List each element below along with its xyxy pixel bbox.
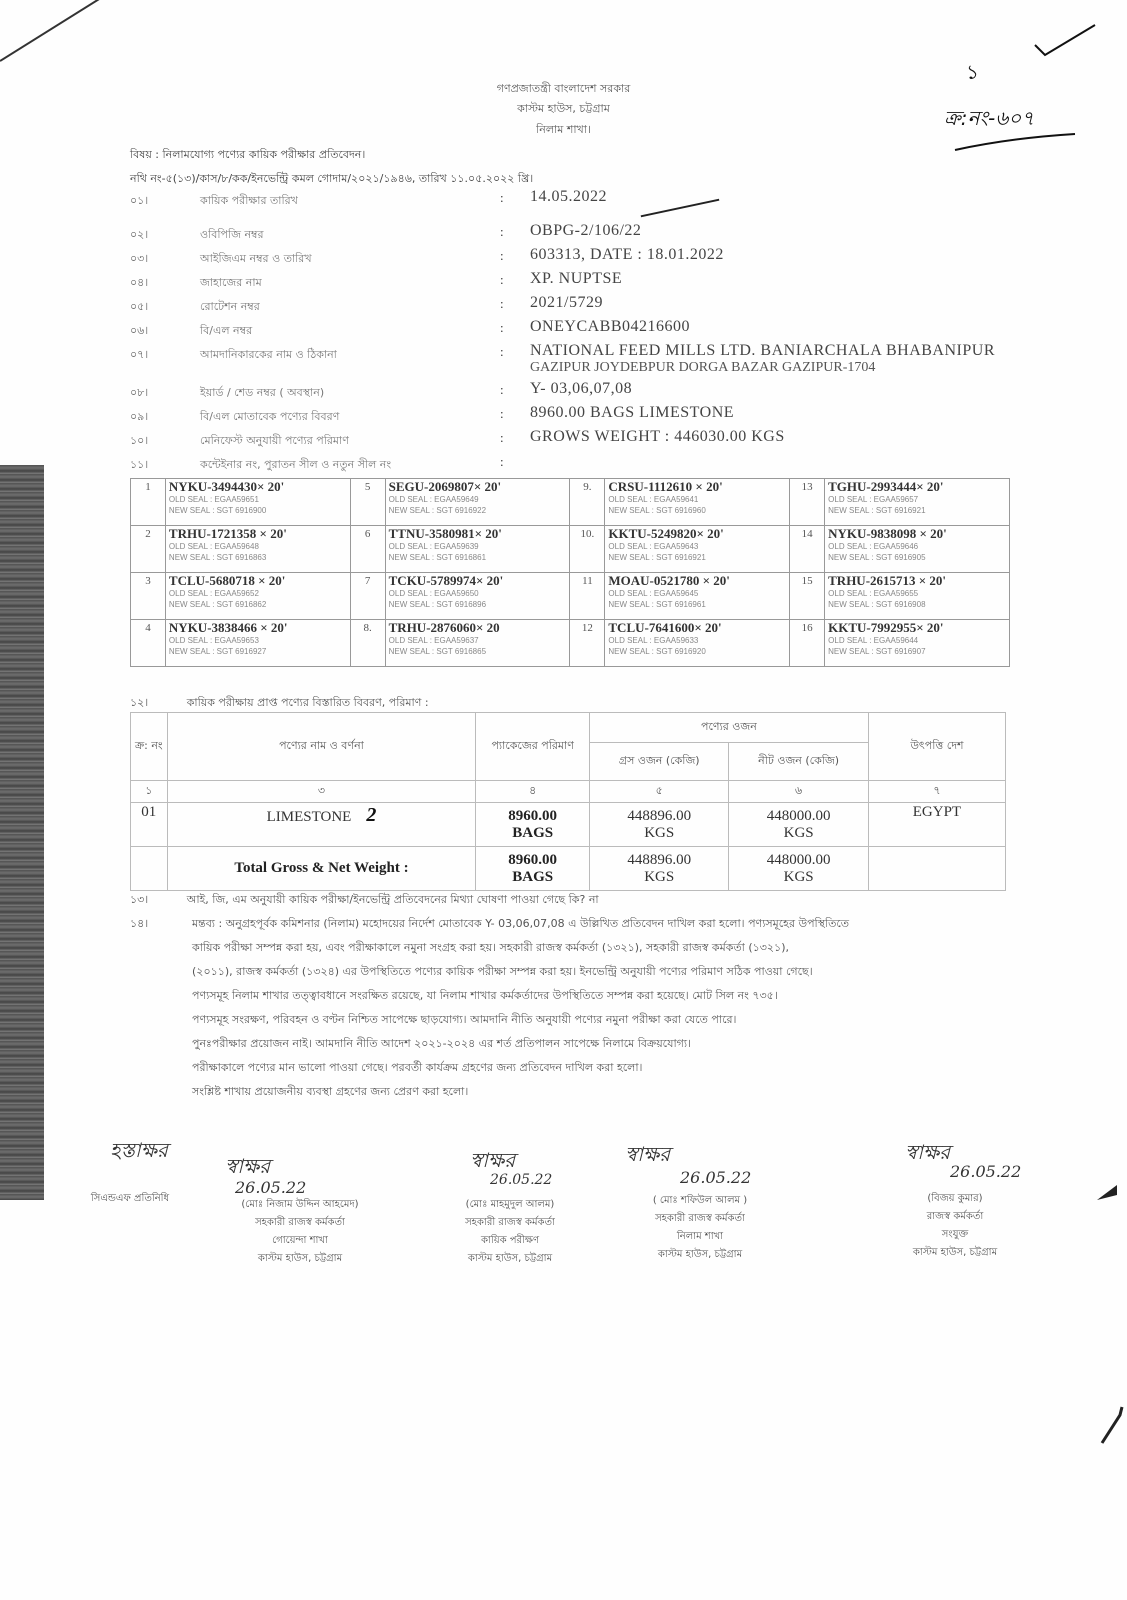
container-cell (385, 526, 570, 573)
field-value-line2: GAZIPUR JOYDEBPUR DORGA BAZAR GAZIPUR-1704 (530, 360, 876, 375)
container-number: 8. (350, 620, 385, 667)
scan-edge-mark (1092, 1180, 1122, 1210)
new-seal: NEW SEAL : SGT 6916905 (828, 553, 926, 562)
new-seal: NEW SEAL : SGT 6916921 (828, 506, 926, 515)
field-num: ১০। (130, 434, 149, 447)
field-colon: : (500, 224, 504, 239)
old-seal: OLD SEAL : EGAA59644 (828, 636, 919, 645)
container-id: KKTU-5249820× 20' (608, 526, 724, 541)
handwritten-underline (950, 128, 1080, 158)
container-number: 12 (570, 620, 605, 667)
container-number: 6 (350, 526, 385, 573)
gt-colnum: ৬ (729, 781, 868, 803)
old-seal: OLD SEAL : EGAA59650 (388, 589, 479, 598)
gt-colnum: ৭ (868, 781, 1005, 803)
container-id: SEGU-2069807× 20' (388, 479, 502, 494)
field-num: ০৬। (130, 324, 149, 337)
container-number: 4 (131, 620, 166, 667)
handwritten-ref-no: ক্র:নং-৬০৭ (944, 106, 1035, 130)
field-row (130, 380, 1010, 404)
container-number: 10. (570, 526, 605, 573)
handwritten-top-mark: ১ (966, 60, 979, 84)
old-seal: OLD SEAL : EGAA59637 (388, 636, 479, 645)
old-seal: OLD SEAL : EGAA59648 (168, 542, 259, 551)
container-row (131, 526, 1010, 573)
container-id: TCKU-5789974× 20' (388, 573, 504, 588)
field-colon: : (500, 190, 504, 205)
container-number: 2 (131, 526, 166, 573)
new-seal: NEW SEAL : SGT 6916960 (608, 506, 706, 515)
gt-colnum: ৫ (590, 781, 729, 803)
field-colon: : (500, 248, 504, 263)
signature-block-1: সিএন্ডএফ প্রতিনিধি (90, 1193, 170, 1204)
scan-edge-strip (0, 465, 44, 1200)
gt-h-gross: গ্রস ওজন (কেজি) (590, 743, 729, 781)
new-seal: NEW SEAL : SGT 6916961 (608, 600, 706, 609)
field-value: OBPG-2/106/22 (530, 222, 642, 239)
container-id: TCLU-7641600× 20' (608, 620, 722, 635)
new-seal: NEW SEAL : SGT 6916922 (388, 506, 487, 515)
container-id: TRHU-2876060× 20 (388, 620, 500, 635)
old-seal: OLD SEAL : EGAA59655 (828, 589, 919, 598)
field-num: ০৪। (130, 276, 149, 289)
old-seal: OLD SEAL : EGAA59649 (388, 495, 479, 504)
header-office: কাস্টম হাউস, চট্টগ্রাম (517, 102, 610, 115)
signature-block-3: (মোঃ মাহমুদুল আলম) সহকারী রাজস্ব কর্মকর্তা কায়িক পরীক্ষণ কাস্টম হাউস, চট্টগ্রাম (465, 1199, 555, 1264)
field-value: NATIONAL FEED MILLS LTD. BANIARCHALA BHABANIPUR (530, 342, 995, 359)
gt-serial: 01 (131, 803, 168, 847)
gt-total-label: Total Gross & Net Weight : (167, 847, 476, 891)
field-row (130, 452, 1010, 476)
container-id: TRHU-2615713 × 20' (828, 573, 947, 588)
field-num: ১১। (130, 458, 149, 471)
container-cell (825, 526, 1010, 573)
container-cell (385, 479, 570, 526)
gt-h-origin: উৎপত্তি দেশ (868, 713, 1005, 781)
field-colon: : (500, 296, 504, 311)
gt-total-qty: 8960.00 BAGS (476, 847, 590, 891)
field-label: আইজিএম নম্বর ও তারিখ (200, 252, 312, 265)
old-seal: OLD SEAL : EGAA59657 (828, 495, 919, 504)
scan-edge-mark (1100, 1405, 1124, 1445)
new-seal: NEW SEAL : SGT 6916920 (608, 647, 706, 656)
new-seal: NEW SEAL : SGT 6916907 (828, 647, 926, 656)
goods-table (130, 712, 1006, 891)
container-cell (385, 620, 570, 667)
field-label: মেনিফেস্ট অনুযায়ী পণ্যের পরিমাণ (200, 434, 349, 447)
gt-h-weight: পণ্যের ওজন (590, 713, 869, 743)
field-value: 2021/5729 (530, 294, 603, 311)
gt-h-qty: প্যাকেজের পরিমাণ (476, 713, 590, 781)
container-number: 13 (790, 479, 825, 526)
field-colon: : (500, 320, 504, 335)
item-14: ১৪। মন্তব্য : অনুগ্রহপূর্বক কমিশনার (নিলাম) মহোদয়ের নির্দেশ মোতাবেক Y- 03,06,07,08 এ উল্লিখিত প্রতিবেদন দাখিল করা হলো। পণ্যসমূহের উপস্থিতিতে কায়িক পরীক্ষা সম্পন্ন করা হয়, এবং পরীক্ষাকালে নমুনা সংগ্রহ করা হয়। সহকারী রাজস্ব কর্মকর্তা (১৩২১), সহকারী রাজস্ব কর্মকর্তা (১৩২১), (২০১১), রাজস্ব কর্মকর্তা (১৩২৪) এর উপস্থিতিতে পণ্যের কায়িক পরীক্ষা সম্পন্ন করা হয়। ইনভেন্ট্রি অনুযায়ী পণ্যের পরিমাণ সঠিক পাওয়া গেছে। পণ্যসমূহ নিলাম শাখার তত্ত্বাবধানে সংরক্ষিত রয়েছে, যা নিলাম শাখার কর্মকর্তাদের উপস্থিতিতে সম্পন্ন করা হয়েছে। মোট সিল নং ৭৩৫। পণ্যসমূহ সংরক্ষণ, পরিবহন ও বণ্টন নিশ্চিত সাপেক্ষে ছাড়যোগ্য। আমদানি নীতি অনুযায়ী পণ্যের নমুনা পরীক্ষা করা যেতে পারে। পুনঃপরীক্ষার প্রয়োজন নাই। আমদানি নীতি আদেশ ২০২১-২০২৪ এর শর্ত প্রতিপালন সাপেক্ষে নিলামে বিক্রয়যোগ্য। পরীক্ষাকালে পণ্যের মান ভালো পাওয়া গেছে। পরবর্তী কার্যক্রম গ্রহণের জন্য প্রতিবেদন দাখিল করা হলো। সংশ্লিষ্ট শাখায় প্রয়োজনীয় ব্যবস্থা গ্রহণের জন্য প্রেরণ করা হলো। (130, 917, 850, 1098)
gt-net: 448000.00 KGS (729, 803, 868, 847)
field-value: Y- 03,06,07,08 (530, 380, 633, 397)
scan-line-artifact (0, 0, 196, 62)
old-seal: OLD SEAL : EGAA59651 (168, 495, 259, 504)
gt-gross: 448896.00 KGS (590, 803, 729, 847)
container-cell (605, 573, 790, 620)
signature-mark: স্বাক্ষর (225, 1154, 271, 1178)
field-num: ০৮। (130, 386, 149, 399)
container-id: CRSU-1112610 × 20' (608, 479, 723, 494)
gt-colnum: ৩ (167, 781, 476, 803)
container-cell (165, 479, 350, 526)
signature-date: 26.05.22 (680, 1168, 752, 1187)
field-value: 8960.00 BAGS LIMESTONE (530, 404, 735, 421)
header-gov: গণপ্রজাতন্ত্রী বাংলাদেশ সরকার (496, 82, 631, 95)
container-row (131, 573, 1010, 620)
field-label: কন্টেইনার নং, পুরাতন সীল ও নতুন সীল নং (200, 458, 392, 471)
field-label: জাহাজের নাম (200, 276, 262, 289)
container-id: NYKU-3494430× 20' (168, 479, 285, 494)
gt-name: LIMESTONE 2 (167, 803, 476, 847)
container-cell (605, 479, 790, 526)
container-cell (825, 620, 1010, 667)
field-colon: : (500, 344, 504, 359)
item-12: ১২। কায়িক পরীক্ষায় প্রাপ্ত পণ্যের বিস্তারিত বিবরণ, পরিমাণ : (130, 696, 429, 709)
signature-block-5: (বিজয় কুমার) রাজস্ব কর্মকর্তা সংযুক্ত কাস্টম হাউস, চট্টগ্রাম (912, 1193, 998, 1258)
container-id: TCLU-5680718 × 20' (168, 573, 286, 588)
container-row (131, 620, 1010, 667)
old-seal: OLD SEAL : EGAA59639 (388, 542, 479, 551)
container-id: MOAU-0521780 × 20' (608, 573, 730, 588)
field-num: ০৫। (130, 300, 149, 313)
field-value: 603313, DATE : 18.01.2022 (530, 246, 724, 263)
container-cell (165, 526, 350, 573)
container-number: 7 (350, 573, 385, 620)
field-label: ইয়ার্ড / শেড নম্বর ( অবস্থান) (200, 386, 325, 399)
new-seal: NEW SEAL : SGT 6916865 (388, 647, 487, 656)
field-value: 14.05.2022 (530, 188, 607, 205)
header-section: নিলাম শাখা। (536, 123, 591, 136)
signature-date: 26.05.22 (950, 1162, 1022, 1181)
container-cell (825, 573, 1010, 620)
field-row (130, 270, 1010, 294)
handwritten-mark: 2 (366, 804, 377, 826)
signature-block-4: ( মোঃ শফিউল আলম ) সহকারী রাজস্ব কর্মকর্তা নিলাম শাখা কাস্টম হাউস, চট্টগ্রাম (652, 1195, 748, 1260)
new-seal: NEW SEAL : SGT 6916921 (608, 553, 706, 562)
container-number: 14 (790, 526, 825, 573)
memo-line: নথি নং-৫(১৩)/কাস/৮/কক/ইনভেন্ট্রি কমল গোদাম/২০২১/১৯৪৬, তারিখ ১১.০৫.২০২২ খ্রি। (130, 172, 534, 185)
field-num: ০৯। (130, 410, 149, 423)
field-colon: : (500, 406, 504, 421)
item-13: ১৩। আই, জি, এম অনুযায়ী কায়িক পরীক্ষা/ইনভেন্ট্রি প্রতিবেদনের মিথ্যা ঘোষণা পাওয়া গেছে কি? না (130, 893, 599, 906)
new-seal: NEW SEAL : SGT 6916896 (388, 600, 487, 609)
container-number: 9. (570, 479, 605, 526)
signature-date: 26.05.22 (490, 1172, 553, 1188)
field-colon: : (500, 382, 504, 397)
old-seal: OLD SEAL : EGAA59643 (608, 542, 699, 551)
subject-line: বিষয় : নিলামযোগ্য পণ্যের কায়িক পরীক্ষার প্রতিবেদন। (130, 148, 366, 161)
container-cell (165, 620, 350, 667)
container-table (130, 478, 1010, 667)
old-seal: OLD SEAL : EGAA59653 (168, 636, 259, 645)
field-row (130, 246, 1010, 270)
container-number: 1 (131, 479, 166, 526)
container-number: 15 (790, 573, 825, 620)
field-num: ০৩। (130, 252, 149, 265)
container-id: TTNU-3580981× 20' (388, 526, 502, 541)
container-cell (385, 573, 570, 620)
field-label: আমদানিকারকের নাম ও ঠিকানা (200, 348, 337, 361)
gt-origin: EGYPT (868, 803, 1005, 847)
field-row (130, 428, 1010, 452)
new-seal: NEW SEAL : SGT 6916908 (828, 600, 926, 609)
container-id: NYKU-3838466 × 20' (168, 620, 288, 635)
signature-block-2: (মোঃ নিজাম উদ্দিন আহমেদ) সহকারী রাজস্ব কর্মকর্তা গোয়েন্দা শাখা কাস্টম হাউস, চট্টগ্রাম (241, 1199, 359, 1264)
old-seal: OLD SEAL : EGAA59633 (608, 636, 699, 645)
field-label: ওবিপিজি নম্বর (200, 228, 264, 241)
field-row (130, 188, 1010, 212)
new-seal: NEW SEAL : SGT 6916863 (168, 553, 267, 562)
container-cell (605, 620, 790, 667)
field-colon: : (500, 272, 504, 287)
field-colon: : (500, 454, 504, 469)
gt-colnum: ৪ (476, 781, 590, 803)
signature-mark: স্বাক্ষর (625, 1142, 671, 1166)
container-number: 5 (350, 479, 385, 526)
new-seal: NEW SEAL : SGT 6916927 (168, 647, 267, 656)
container-id: TRHU-1721358 × 20' (168, 526, 287, 541)
field-label: বি/এল মোতাবেক পণ্যের বিবরণ (200, 410, 340, 423)
signature-mark: হস্তাক্ষর (110, 1138, 168, 1162)
container-row (131, 479, 1010, 526)
gt-h-serial: ক্র: নং (131, 713, 168, 781)
field-value: XP. NUPTSE (530, 270, 623, 287)
gt-total-net: 448000.00 KGS (729, 847, 868, 891)
field-num: ০৭। (130, 348, 149, 361)
new-seal: NEW SEAL : SGT 6916900 (168, 506, 267, 515)
old-seal: OLD SEAL : EGAA59652 (168, 589, 259, 598)
field-num: ০২। (130, 228, 149, 241)
field-row (130, 222, 1010, 246)
field-colon: : (500, 430, 504, 445)
gt-h-net: নীট ওজন (কেজি) (729, 743, 868, 781)
container-cell (165, 573, 350, 620)
field-row (130, 404, 1010, 428)
gt-h-name: পণ্যের নাম ও বর্ণনা (167, 713, 476, 781)
signature-mark: স্বাক্ষর (470, 1148, 516, 1172)
container-id: NYKU-9838098 × 20' (828, 526, 947, 541)
container-number: 11 (570, 573, 605, 620)
container-id: TGHU-2993444× 20' (828, 479, 944, 494)
new-seal: NEW SEAL : SGT 6916862 (168, 600, 267, 609)
new-seal: NEW SEAL : SGT 6916861 (388, 553, 487, 562)
container-id: KKTU-7992955× 20' (828, 620, 944, 635)
container-cell (825, 479, 1010, 526)
field-value: ONEYCABB04216600 (530, 318, 691, 335)
field-row (130, 342, 1010, 375)
field-label: কায়িক পরীক্ষার তারিখ (200, 194, 298, 207)
field-row (130, 294, 1010, 318)
field-value: GROWS WEIGHT : 446030.00 KGS (530, 428, 785, 445)
field-label: বি/এল নম্বর (200, 324, 253, 337)
old-seal: OLD SEAL : EGAA59645 (608, 589, 699, 598)
old-seal: OLD SEAL : EGAA59641 (608, 495, 699, 504)
handwritten-checkmark (1030, 20, 1100, 60)
container-cell (605, 526, 790, 573)
container-number: 16 (790, 620, 825, 667)
gt-colnum: ১ (131, 781, 168, 803)
signature-mark: স্বাক্ষর (905, 1140, 951, 1164)
field-num: ০১। (130, 194, 149, 207)
old-seal: OLD SEAL : EGAA59646 (828, 542, 919, 551)
gt-total-gross: 448896.00 KGS (590, 847, 729, 891)
gt-qty: 8960.00 BAGS (476, 803, 590, 847)
container-number: 3 (131, 573, 166, 620)
field-label: রোটেশন নম্বর (200, 300, 260, 313)
field-row (130, 318, 1010, 342)
signature-date: 26.05.22 (235, 1178, 307, 1197)
